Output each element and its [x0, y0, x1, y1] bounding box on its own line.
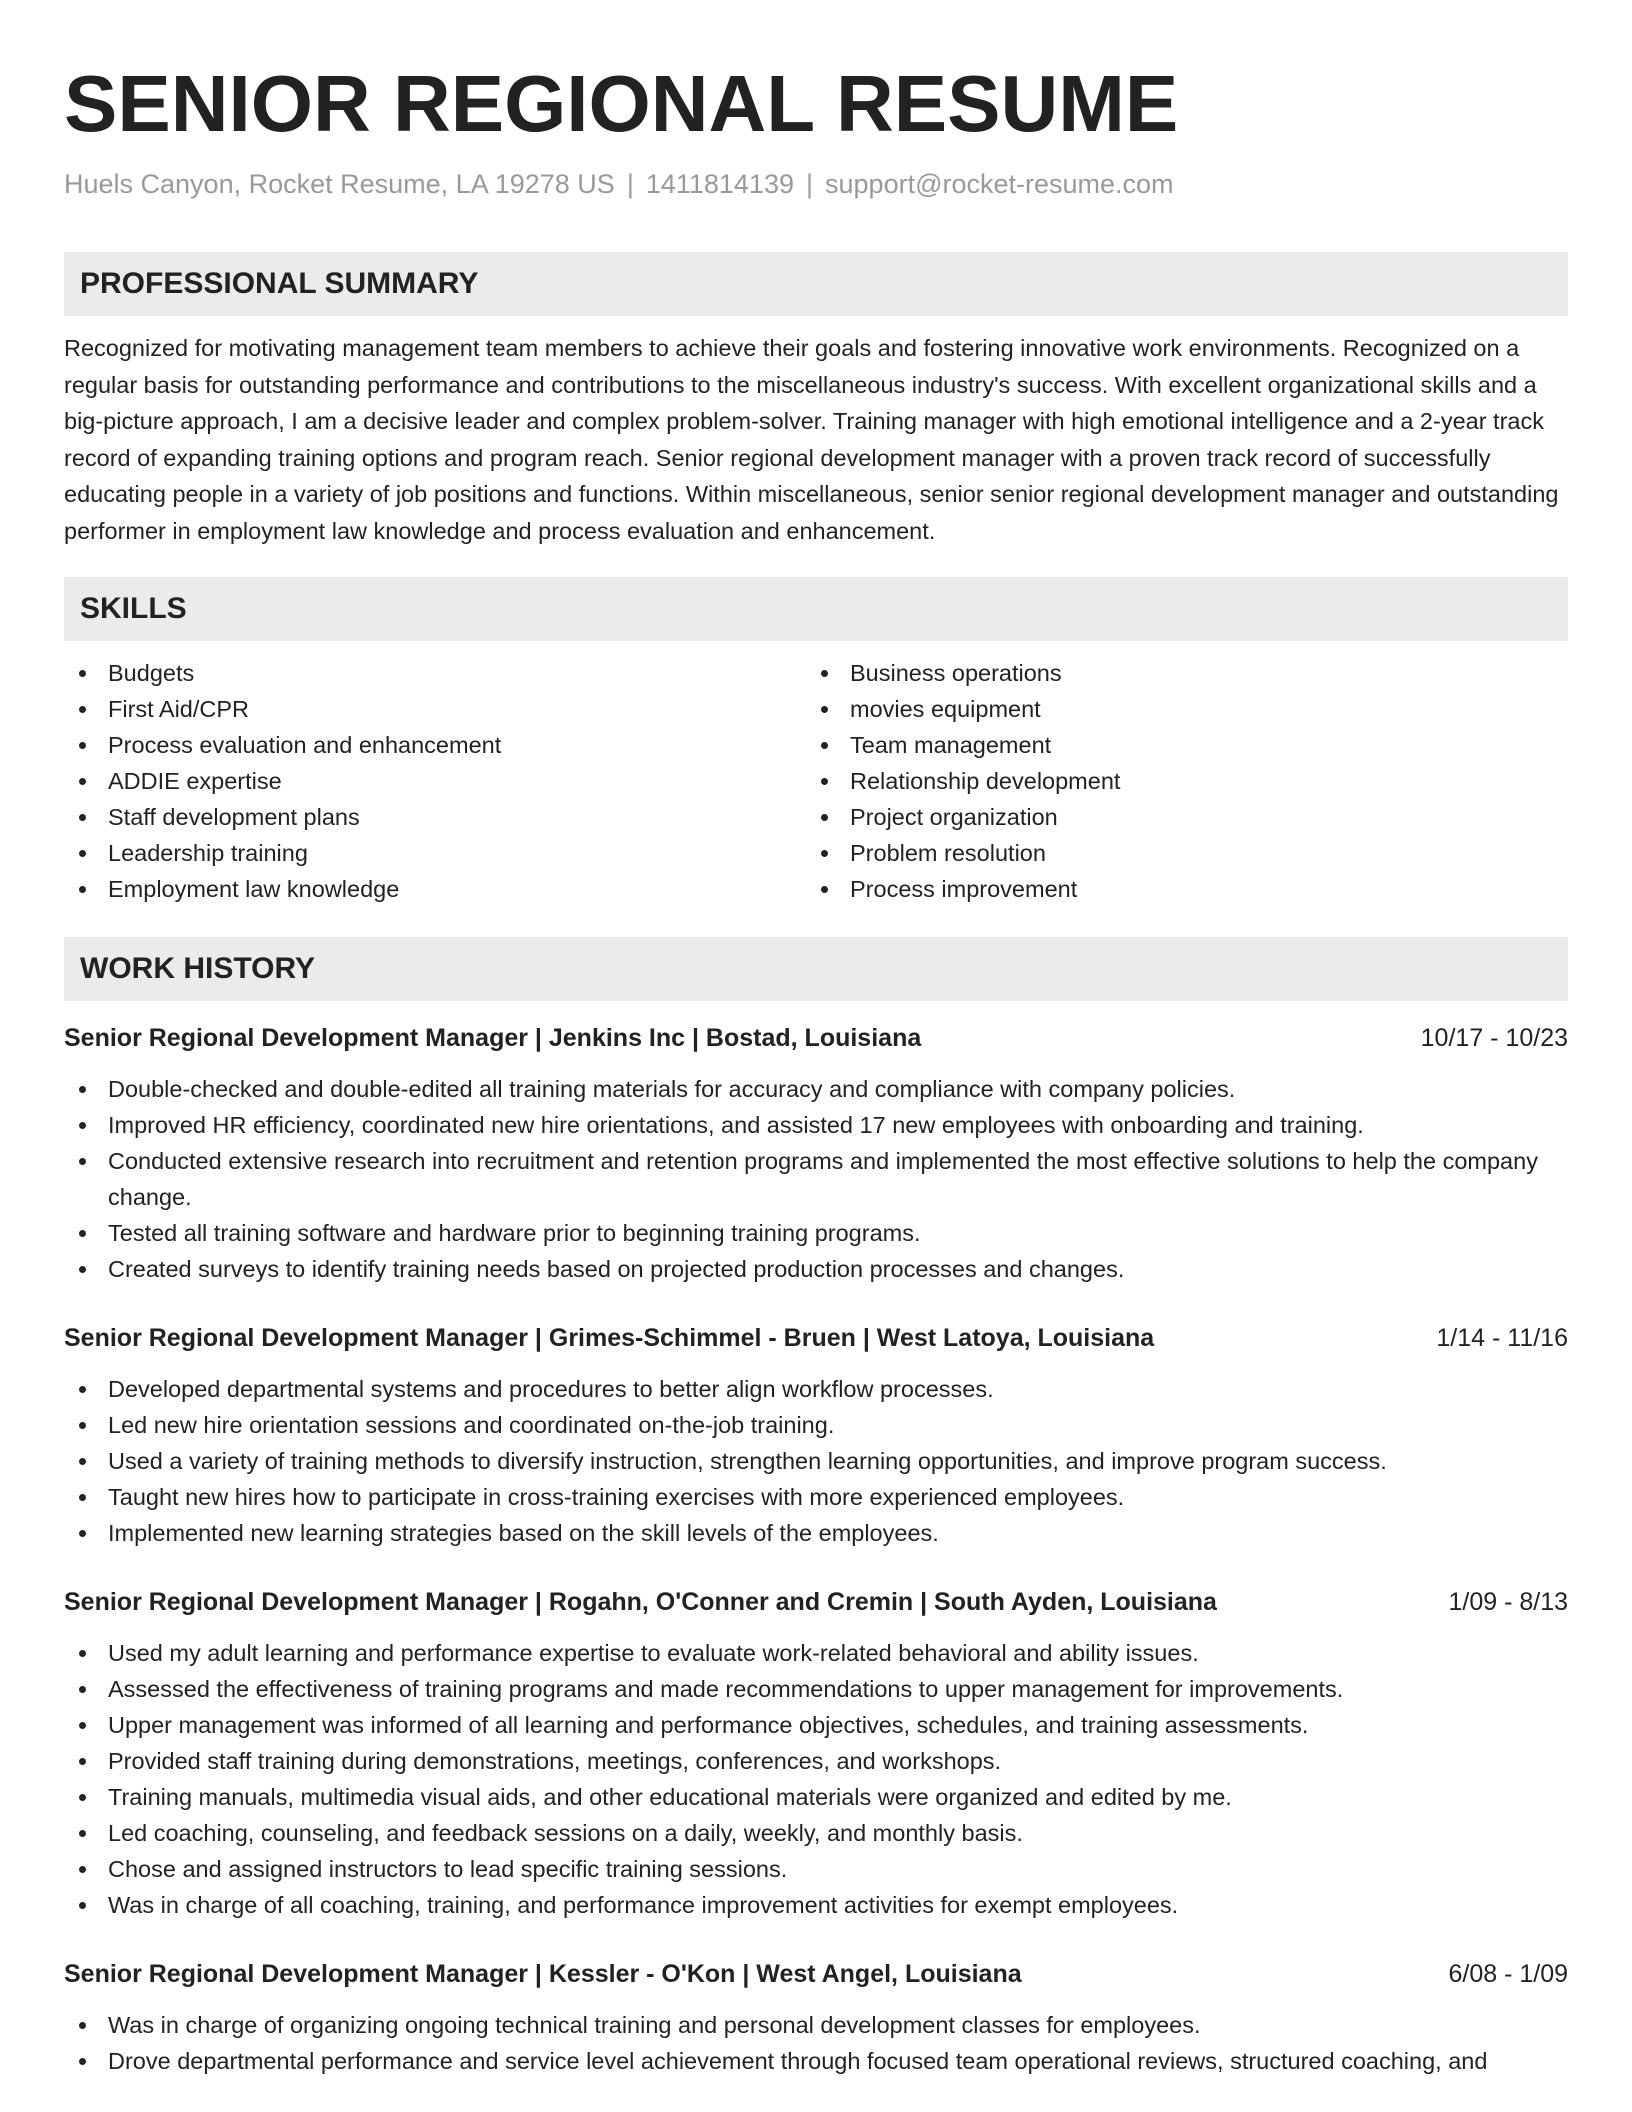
job-bullet: Led coaching, counseling, and feedback sessions on a daily, weekly, and monthly basis. — [64, 1815, 1568, 1851]
job-bullet: Chose and assigned instructors to lead specific training sessions. — [64, 1851, 1568, 1887]
job-title: Senior Regional Development Manager | Rogahn, O'Conner and Cremin | South Ayden, Louisiana — [64, 1588, 1217, 1616]
job-bullet: Was in charge of all coaching, training, and performance improvement activities for exempt employees. — [64, 1887, 1568, 1923]
section-header-skills: SKILLS — [64, 577, 1568, 641]
skill-item: First Aid/CPR — [64, 691, 806, 727]
job-bullets — [64, 2007, 1568, 2079]
job-entry — [64, 1585, 1568, 1923]
job-bullet: Used my adult learning and performance expertise to evaluate work-related behavioral and ability issues. — [64, 1635, 1568, 1671]
job-dates: 10/17 - 10/23 — [1420, 1024, 1568, 1052]
job-entry — [64, 1021, 1568, 1287]
job-bullet: Conducted extensive research into recruitment and retention programs and implemented the most effective solutions to help the company change. — [64, 1143, 1568, 1215]
resume-page — [64, 56, 1568, 2079]
job-bullet: Used a variety of training methods to diversify instruction, strengthen learning opportunities, and improve program success. — [64, 1443, 1568, 1479]
job-bullet: Drove departmental performance and service level achievement through focused team operational reviews, structured coaching, and — [64, 2043, 1568, 2079]
section-header-summary: PROFESSIONAL SUMMARY — [64, 252, 1568, 316]
skill-item: Budgets — [64, 655, 806, 691]
skill-item: Business operations — [806, 655, 1548, 691]
job-bullet: Created surveys to identify training needs based on projected production processes and changes. — [64, 1251, 1568, 1287]
skill-item: Relationship development — [806, 763, 1548, 799]
skills-column-left — [64, 655, 806, 907]
contact-line — [64, 166, 1568, 202]
job-header — [64, 1957, 1568, 1991]
job-header — [64, 1585, 1568, 1619]
skill-item: ADDIE expertise — [64, 763, 806, 799]
section-header-work-history: WORK HISTORY — [64, 937, 1568, 1001]
job-dates: 1/09 - 8/13 — [1448, 1588, 1568, 1616]
job-bullet: Provided staff training during demonstrations, meetings, conferences, and workshops. — [64, 1743, 1568, 1779]
job-dates: 1/14 - 11/16 — [1436, 1324, 1568, 1352]
summary-text: Recognized for motivating management team members to achieve their goals and fostering innovative work environments. Recognized on a regular basis for outstanding performance and contributions to the miscellaneous industry's success. With excellent organizational skills and a big-picture approach, I am a decisive leader and complex problem-solver. Training manager with high emotional intelligence and a 2-year track record of expanding training options and program reach. Senior regional development manager with a proven track record of successfully educating people in a variety of job positions and functions. Within miscellaneous, senior senior regional development manager and outstanding performer in employment law knowledge and process evaluation and enhancement. — [64, 335, 1559, 544]
job-bullets — [64, 1635, 1568, 1923]
contact-separator: | — [626, 169, 634, 199]
skills-column-right — [806, 655, 1548, 907]
job-header — [64, 1021, 1568, 1055]
job-bullet: Was in charge of organizing ongoing technical training and personal development classes for employees. — [64, 2007, 1568, 2043]
skill-item: Team management — [806, 727, 1548, 763]
skill-item: Process improvement — [806, 871, 1548, 907]
job-title: Senior Regional Development Manager | Grimes-Schimmel - Bruen | West Latoya, Louisiana — [64, 1324, 1155, 1352]
job-bullet: Double-checked and double-edited all training materials for accuracy and compliance with company policies. — [64, 1071, 1568, 1107]
job-bullet: Developed departmental systems and procedures to better align workflow processes. — [64, 1371, 1568, 1407]
job-bullet: Training manuals, multimedia visual aids, and other educational materials were organized and edited by me. — [64, 1779, 1568, 1815]
contact-separator: | — [806, 169, 814, 199]
skill-item: Staff development plans — [64, 799, 806, 835]
skill-item: movies equipment — [806, 691, 1548, 727]
job-bullets — [64, 1371, 1568, 1551]
skill-item: Process evaluation and enhancement — [64, 727, 806, 763]
contact-phone: 1411814139 — [645, 169, 794, 199]
contact-email: support@rocket-resume.com — [825, 169, 1174, 199]
contact-address: Huels Canyon, Rocket Resume, LA 19278 US — [64, 169, 615, 199]
job-title: Senior Regional Development Manager | Jenkins Inc | Bostad, Louisiana — [64, 1024, 922, 1052]
job-entry — [64, 1321, 1568, 1551]
job-bullet: Led new hire orientation sessions and coordinated on-the-job training. — [64, 1407, 1568, 1443]
job-bullet: Improved HR efficiency, coordinated new hire orientations, and assisted 17 new employees with onboarding and training. — [64, 1107, 1568, 1143]
job-title: Senior Regional Development Manager | Kessler - O'Kon | West Angel, Louisiana — [64, 1960, 1022, 1988]
job-bullets — [64, 1071, 1568, 1287]
job-bullet: Implemented new learning strategies based on the skill levels of the employees. — [64, 1515, 1568, 1551]
job-dates: 6/08 - 1/09 — [1448, 1960, 1568, 1988]
resume-name: SENIOR REGIONAL RESUME — [64, 59, 1179, 148]
job-bullet: Tested all training software and hardware prior to beginning training programs. — [64, 1215, 1568, 1251]
job-bullet: Assessed the effectiveness of training programs and made recommendations to upper management for improvements. — [64, 1671, 1568, 1707]
skill-item: Leadership training — [64, 835, 806, 871]
job-header — [64, 1321, 1568, 1355]
skills-list — [64, 655, 1568, 907]
job-entry — [64, 1957, 1568, 2079]
skill-item: Project organization — [806, 799, 1548, 835]
skill-item: Problem resolution — [806, 835, 1548, 871]
job-bullet: Taught new hires how to participate in cross-training exercises with more experienced employees. — [64, 1479, 1568, 1515]
skill-item: Employment law knowledge — [64, 871, 806, 907]
job-bullet: Upper management was informed of all learning and performance objectives, schedules, and training assessments. — [64, 1707, 1568, 1743]
